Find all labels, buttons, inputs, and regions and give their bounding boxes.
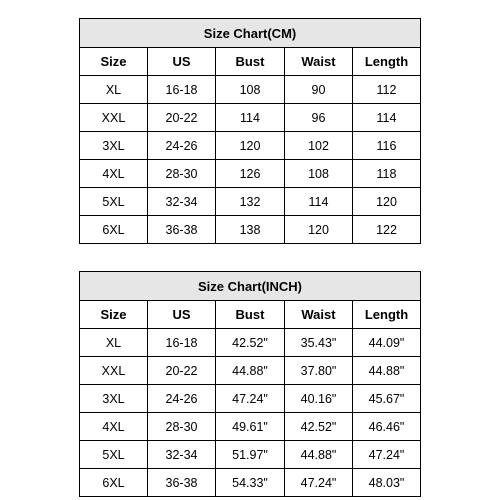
cell-waist: 102: [285, 132, 353, 160]
table-row: [80, 357, 421, 385]
cell-bust: 138: [216, 216, 285, 244]
table-title-row: [80, 272, 421, 301]
cell-us: 28-30: [148, 413, 216, 441]
table-row: [80, 329, 421, 357]
cell-size: XXL: [80, 357, 148, 385]
cell-us: 20-22: [148, 357, 216, 385]
table-row: [80, 441, 421, 469]
cell-length: 48.03": [353, 469, 421, 497]
cell-waist: 120: [285, 216, 353, 244]
column-header-length: Length: [353, 301, 421, 329]
cell-us: 36-38: [148, 216, 216, 244]
cell-size: XXL: [80, 104, 148, 132]
table-row: [80, 469, 421, 497]
cell-us: 16-18: [148, 329, 216, 357]
cell-us: 32-34: [148, 441, 216, 469]
table-title: Size Chart(INCH): [80, 272, 421, 301]
column-header-waist: Waist: [285, 301, 353, 329]
cell-size: 4XL: [80, 160, 148, 188]
cell-length: 44.09": [353, 329, 421, 357]
table-row: [80, 76, 421, 104]
column-header-waist: Waist: [285, 48, 353, 76]
cell-bust: 108: [216, 76, 285, 104]
cell-waist: 47.24": [285, 469, 353, 497]
table-row: [80, 104, 421, 132]
table-row: [80, 413, 421, 441]
cell-length: 45.67": [353, 385, 421, 413]
cell-length: 44.88": [353, 357, 421, 385]
cell-bust: 114: [216, 104, 285, 132]
cell-bust: 47.24": [216, 385, 285, 413]
cell-size: 6XL: [80, 469, 148, 497]
cell-bust: 49.61": [216, 413, 285, 441]
cell-waist: 90: [285, 76, 353, 104]
table-row: [80, 216, 421, 244]
cell-bust: 54.33": [216, 469, 285, 497]
cell-size: 5XL: [80, 441, 148, 469]
column-header-bust: Bust: [216, 48, 285, 76]
table-row: [80, 132, 421, 160]
cell-length: 120: [353, 188, 421, 216]
cell-us: 24-26: [148, 132, 216, 160]
cell-us: 20-22: [148, 104, 216, 132]
cell-bust: 42.52": [216, 329, 285, 357]
cell-length: 114: [353, 104, 421, 132]
cell-size: 4XL: [80, 413, 148, 441]
size-chart-cm-table: [79, 18, 421, 244]
cell-size: 6XL: [80, 216, 148, 244]
cell-size: 5XL: [80, 188, 148, 216]
size-chart-inch-table: [79, 271, 421, 497]
cell-size: 3XL: [80, 385, 148, 413]
cell-length: 122: [353, 216, 421, 244]
cell-bust: 132: [216, 188, 285, 216]
cell-waist: 40.16": [285, 385, 353, 413]
cell-length: 118: [353, 160, 421, 188]
cell-us: 24-26: [148, 385, 216, 413]
cell-us: 32-34: [148, 188, 216, 216]
cell-waist: 114: [285, 188, 353, 216]
table-title-row: [80, 19, 421, 48]
cell-waist: 37.80": [285, 357, 353, 385]
cell-waist: 42.52": [285, 413, 353, 441]
cell-size: XL: [80, 329, 148, 357]
table-row: [80, 385, 421, 413]
table-row: [80, 160, 421, 188]
cell-length: 46.46": [353, 413, 421, 441]
column-header-size: Size: [80, 48, 148, 76]
cell-waist: 108: [285, 160, 353, 188]
cell-length: 112: [353, 76, 421, 104]
column-header-length: Length: [353, 48, 421, 76]
cell-size: 3XL: [80, 132, 148, 160]
cell-us: 28-30: [148, 160, 216, 188]
cell-size: XL: [80, 76, 148, 104]
cell-waist: 44.88": [285, 441, 353, 469]
cell-us: 16-18: [148, 76, 216, 104]
cell-bust: 126: [216, 160, 285, 188]
cell-bust: 44.88": [216, 357, 285, 385]
column-header-us: US: [148, 48, 216, 76]
cell-bust: 51.97": [216, 441, 285, 469]
cell-waist: 35.43": [285, 329, 353, 357]
cell-length: 47.24": [353, 441, 421, 469]
table-header-row: [80, 301, 421, 329]
table-header-row: [80, 48, 421, 76]
table-row: [80, 188, 421, 216]
column-header-us: US: [148, 301, 216, 329]
cell-bust: 120: [216, 132, 285, 160]
column-header-size: Size: [80, 301, 148, 329]
cell-length: 116: [353, 132, 421, 160]
cell-us: 36-38: [148, 469, 216, 497]
table-title: Size Chart(CM): [80, 19, 421, 48]
column-header-bust: Bust: [216, 301, 285, 329]
cell-waist: 96: [285, 104, 353, 132]
